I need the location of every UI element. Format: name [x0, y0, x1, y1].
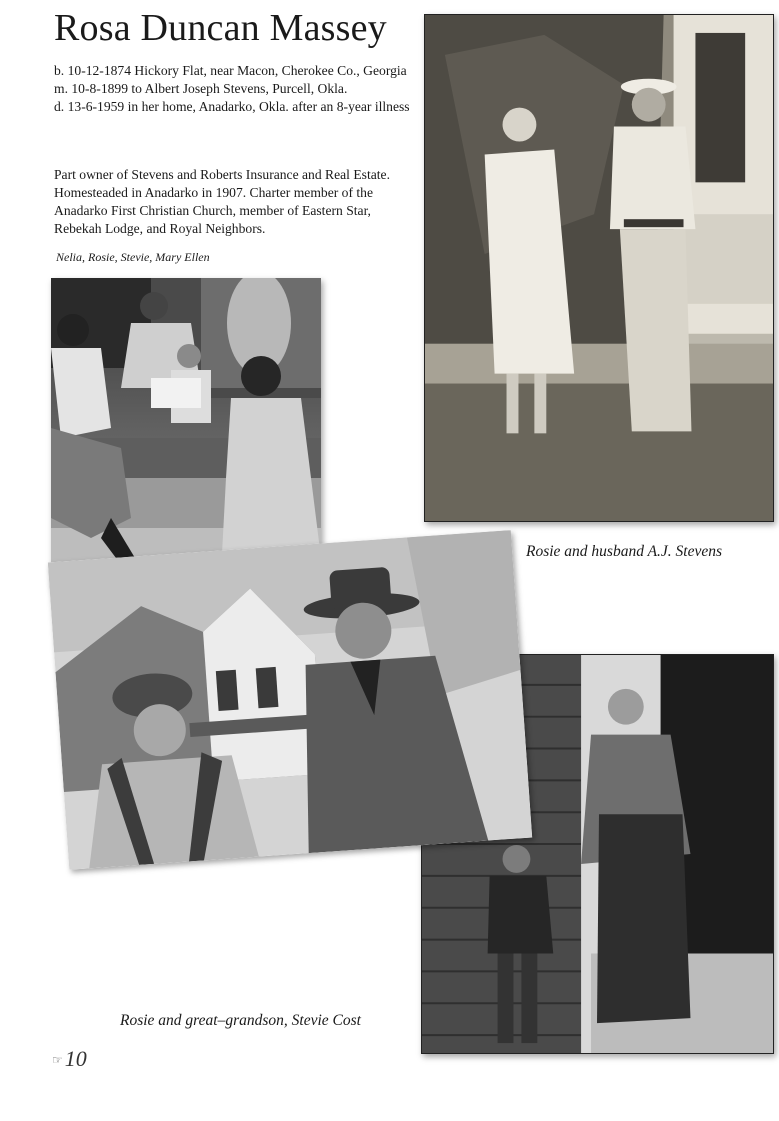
vital-records — [54, 62, 414, 116]
page-number-value: 10 — [64, 1046, 87, 1071]
porch-group-photo — [51, 278, 321, 588]
birth-record: b. 10-12-1874 Hickory Flat, near Macon, Cherokee Co., Georgia — [54, 63, 407, 78]
porch-photo-caption: Nelia, Rosie, Stevie, Mary Ellen — [56, 250, 210, 264]
page-number — [52, 1046, 87, 1072]
pointing-hand-icon: ☞ — [52, 1053, 63, 1068]
biography-paragraph: Part owner of Stevens and Roberts Insurance and Real Estate. Homesteaded in Anadarko in 1907. Charter member of the Anadarko First Christian Church, member of Eastern Star, Rebekah Lodge, and Royal Neighbors. — [54, 167, 390, 236]
page-title: Rosa Duncan Massey — [54, 7, 387, 49]
husband-photo — [424, 14, 774, 522]
hat-couple-photo — [48, 530, 532, 870]
grandson-photo-caption: Rosie and great–grandson, Stevie Cost — [120, 1012, 361, 1029]
death-record: d. 13-6-1959 in her home, Anadarko, Okla. after an 8-year illness — [54, 99, 410, 114]
husband-photo-caption: Rosie and husband A.J. Stevens — [526, 543, 723, 560]
marriage-record: m. 10-8-1899 to Albert Joseph Stevens, Purcell, Okla. — [54, 81, 348, 96]
